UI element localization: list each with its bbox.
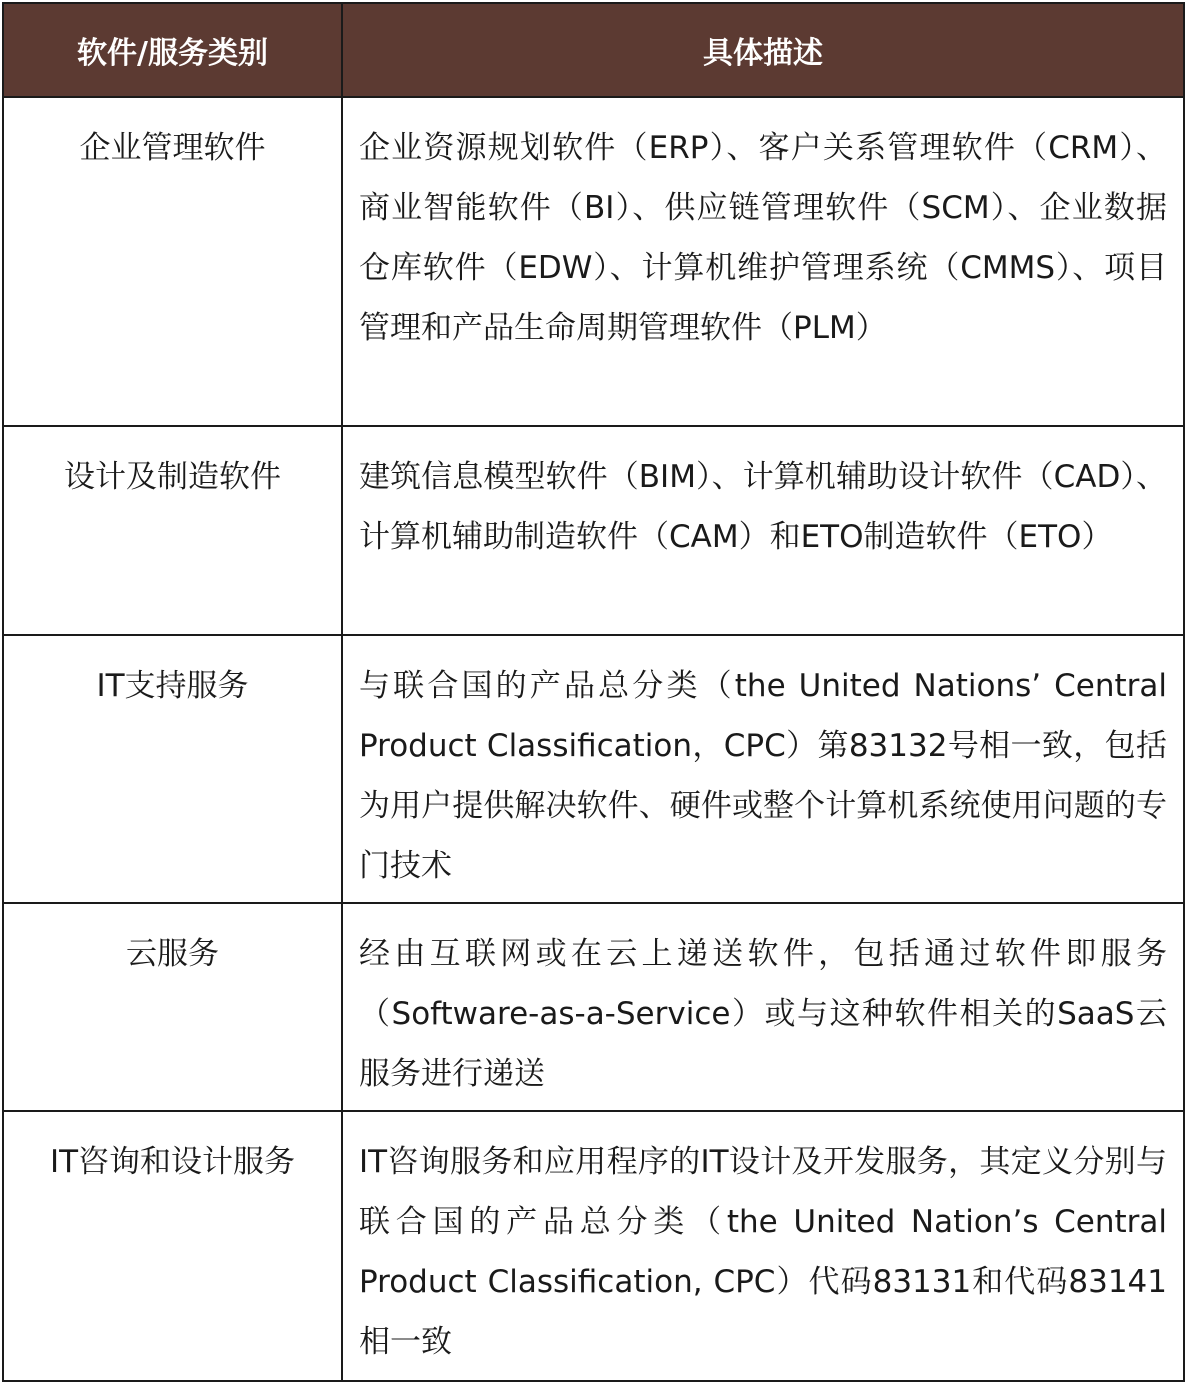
header-description: 具体描述: [342, 3, 1184, 97]
table-row: [3, 903, 1184, 1111]
row-description: 与联合国的产品总分类（the United Nations’ Central Product Classification，CPC）第83132号相一致，包括为用户提供解决软件、硬件或整个计算机系统使用问题的专门技术: [342, 635, 1184, 903]
software-services-table: [2, 2, 1185, 1382]
row-description: 建筑信息模型软件（BIM）、计算机辅助设计软件（CAD）、计算机辅助制造软件（CAM）和ETO制造软件（ETO）: [342, 426, 1184, 635]
header-category: 软件/服务类别: [3, 3, 342, 97]
table-row: [3, 97, 1184, 426]
row-category: 企业管理软件: [3, 97, 342, 426]
table-row: [3, 1111, 1184, 1381]
row-category: 云服务: [3, 903, 342, 1111]
table-row: [3, 426, 1184, 635]
row-description: 企业资源规划软件（ERP）、客户关系管理软件（CRM）、商业智能软件（BI）、供应链管理软件（SCM）、企业数据仓库软件（EDW）、计算机维护管理系统（CMMS）、项目管理和产品生命周期管理软件（PLM）: [342, 97, 1184, 426]
row-category: IT支持服务: [3, 635, 342, 903]
row-category: IT咨询和设计服务: [3, 1111, 342, 1381]
row-description: 经由互联网或在云上递送软件，包括通过软件即服务（Software-as-a-Service）或与这种软件相关的SaaS云服务进行递送: [342, 903, 1184, 1111]
row-category: 设计及制造软件: [3, 426, 342, 635]
table-row: [3, 635, 1184, 903]
row-description: IT咨询服务和应用程序的IT设计及开发服务，其定义分别与联合国的产品总分类（the United Nation’s Central Product Classification, CPC）代码83131和代码83141相一致: [342, 1111, 1184, 1381]
table-header-row: [3, 3, 1184, 97]
